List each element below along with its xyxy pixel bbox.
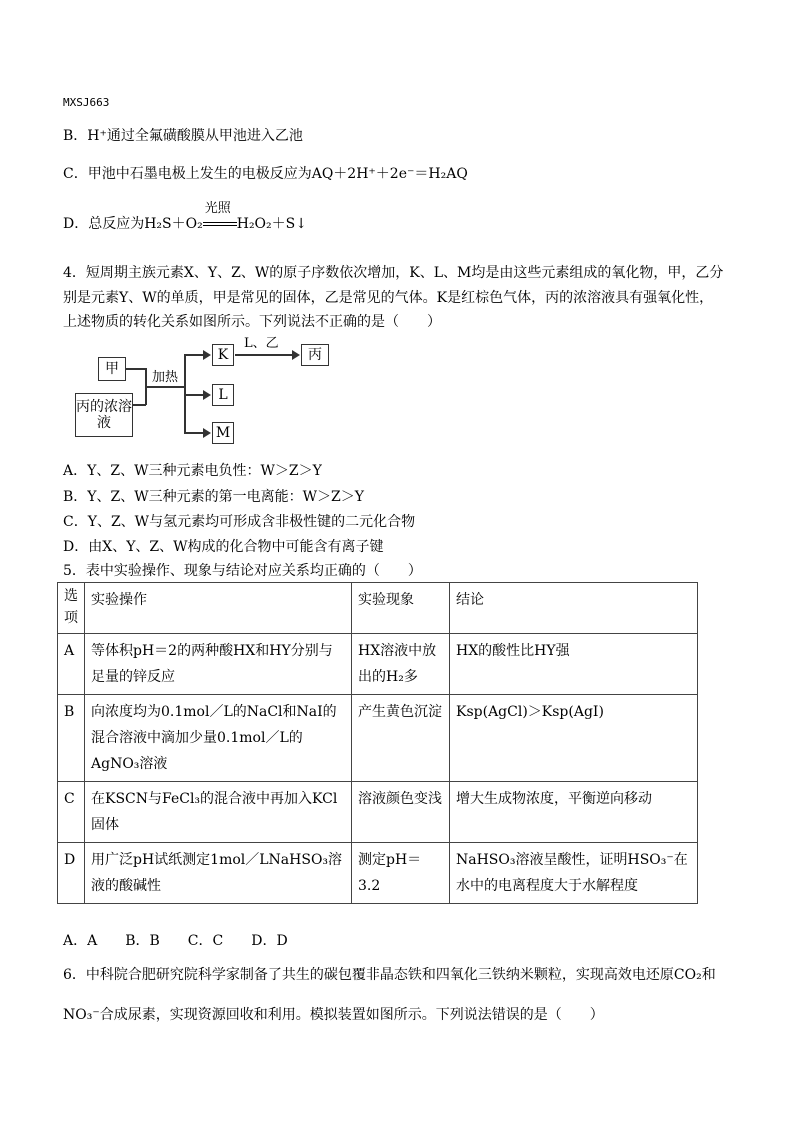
q4-option-c: C．Y、Z、W与氢元素均可形成含非极性键的二元化合物 (63, 514, 416, 530)
row-phenomenon: HX溶液中放出的H₂多 (352, 634, 450, 695)
box-l: L (212, 384, 234, 406)
row-phenomenon: 测定pH＝3.2 (352, 843, 450, 904)
table-row (58, 843, 698, 904)
q4-stem-line3: 上述物质的转化关系如图所示。下列说法不正确的是（ ） (63, 314, 441, 330)
header-conclusion: 结论 (450, 583, 698, 634)
q6-stem-line2: NO₃⁻合成尿素，实现资源回收和利用。模拟装置如图所示。下列说法错误的是（ ） (63, 1007, 604, 1023)
table-row (58, 782, 698, 843)
table-row (58, 634, 698, 695)
box-m: M (212, 422, 234, 444)
q4-option-a: A．Y、Z、W三种元素电负性：W＞Z＞Y (63, 463, 322, 479)
row-conclusion: HX的酸性比HY强 (450, 634, 698, 695)
row-conclusion: Ksp(AgCl)＞Ksp(AgI) (450, 695, 698, 782)
header-phenomenon: 实验现象 (352, 583, 450, 634)
row-phenomenon: 溶液颜色变浅 (352, 782, 450, 843)
box-k: K (212, 344, 234, 366)
document-code: MXSJ663 (63, 96, 110, 109)
box-bing-concentrated: 丙的浓溶液 (75, 393, 133, 437)
row-conclusion: 增大生成物浓度，平衡逆向移动 (450, 782, 698, 843)
header-operation: 实验操作 (85, 583, 352, 634)
q3-option-d-suffix: H₂O₂＋S↓ (236, 216, 307, 232)
q3-option-d-prefix: D．总反应为H₂S＋O₂ (63, 216, 203, 232)
q5-stem: 5．表中实验操作、现象与结论对应关系均正确的（ ） (63, 563, 422, 579)
row-option: D (58, 843, 85, 904)
q4-option-b: B．Y、Z、W三种元素的第一电离能：W＞Z＞Y (63, 489, 365, 505)
row-operation: 在KSCN与FeCl₃的混合液中再加入KCl固体 (85, 782, 352, 843)
row-operation: 向浓度均为0.1mol／L的NaCl和NaI的混合溶液中滴加少量0.1mol／L的AgNO₃溶液 (85, 695, 352, 782)
reaction-condition: 光照 (204, 201, 231, 216)
q3-option-b: B．H⁺通过全氟磺酸膜从甲池进入乙池 (63, 128, 303, 144)
row-operation: 等体积pH＝2的两种酸HX和HY分别与足量的锌反应 (85, 634, 352, 695)
row-option: B (58, 695, 85, 782)
q6-stem-line1: 6．中科院合肥研究院科学家制备了共生的碳包覆非晶态铁和四氧化三铁纳米颗粒，实现高效电还原CO₂和 (63, 967, 716, 983)
row-option: C (58, 782, 85, 843)
q3-option-d (63, 201, 307, 233)
heat-label: 加热 (152, 370, 179, 385)
q4-stem-line2: 别是元素Y、W的单质，甲是常见的固体，乙是常见的气体。K是红棕色气体，丙的浓溶液具有强氧化性， (63, 290, 714, 306)
row-operation: 用广泛pH试纸测定1mol／LNaHSO₃溶液的酸碱性 (85, 843, 352, 904)
experiment-table (57, 582, 698, 904)
row-phenomenon: 产生黄色沉淀 (352, 695, 450, 782)
row-option: A (58, 634, 85, 695)
box-jia: 甲 (98, 357, 126, 381)
reaction-arrow (203, 201, 237, 233)
k-arrow-label: L、乙 (244, 336, 279, 351)
header-option: 选项 (58, 583, 85, 634)
q4-stem-line1: 4．短周期主族元素X、Y、Z、W的原子序数依次增加，K、L、M均是由这些元素组成的氧化物，甲，乙分 (63, 265, 724, 281)
table-row (58, 695, 698, 782)
q3-option-c: C．甲池中石墨电极上发生的电极反应为AQ＋2H⁺＋2e⁻＝H₂AQ (63, 166, 468, 182)
row-conclusion: NaHSO₃溶液呈酸性，证明HSO₃⁻在水中的电离程度大于水解程度 (450, 843, 698, 904)
table-header-row (58, 583, 698, 634)
q5-choices: A．A B．B C．C D．D (63, 933, 288, 949)
box-bing: 丙 (301, 344, 329, 366)
q4-option-d: D．由X、Y、Z、W构成的化合物中可能含有离子键 (63, 539, 384, 555)
